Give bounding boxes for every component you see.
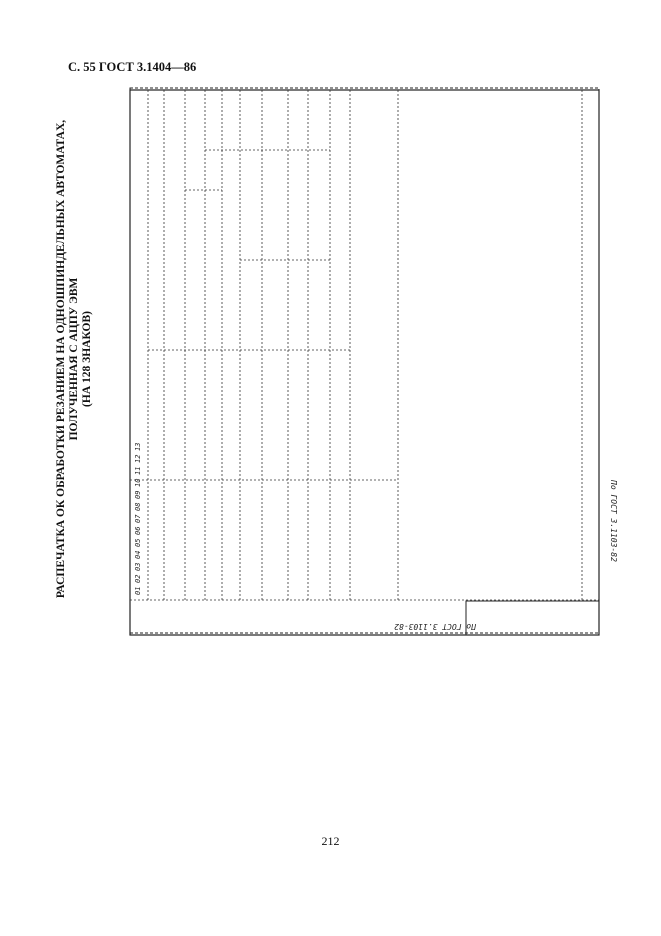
row-number: 13 [134,442,142,451]
row-number: 05 [134,538,142,547]
outer-frame [130,90,599,635]
row-number: 01 [134,586,142,595]
row-number: 09 [134,490,142,499]
outer-frame-dashed [130,88,599,633]
row-number: 07 [134,514,142,523]
row-number: 10 [134,478,142,487]
title-line-2: ПОЛУЧЕННАЯ С АЦПУ ЭВМ [68,277,80,441]
row-number: 11 [134,466,142,475]
row-number: 08 [134,502,142,511]
title-line-3: (НА 128 ЗНАКОВ) [81,311,93,407]
grid-lines [130,90,599,600]
stub-box [466,601,599,635]
title-line-1: РАСПЕЧАТКА ОК ОБРАБОТКИ РЕЗАНИЕМ НА ОДНОШПИНДЕЛЬНЫХ АВТОМАТАХ, [55,119,67,599]
row-number: 02 [134,574,142,583]
page-number: 212 [321,834,340,848]
row-number: 06 [134,526,142,535]
row-number: 03 [134,562,142,571]
row-number: 12 [134,454,142,463]
row-number: 04 [134,550,142,559]
gost-stub: По ГОСТ 3.1103-82 [394,622,476,631]
gost-bottom: По ГОСТ 3.1103-82 [609,480,618,562]
row-number-list [134,443,142,595]
page-header: С. 55 ГОСТ 3.1404—86 [68,60,197,74]
